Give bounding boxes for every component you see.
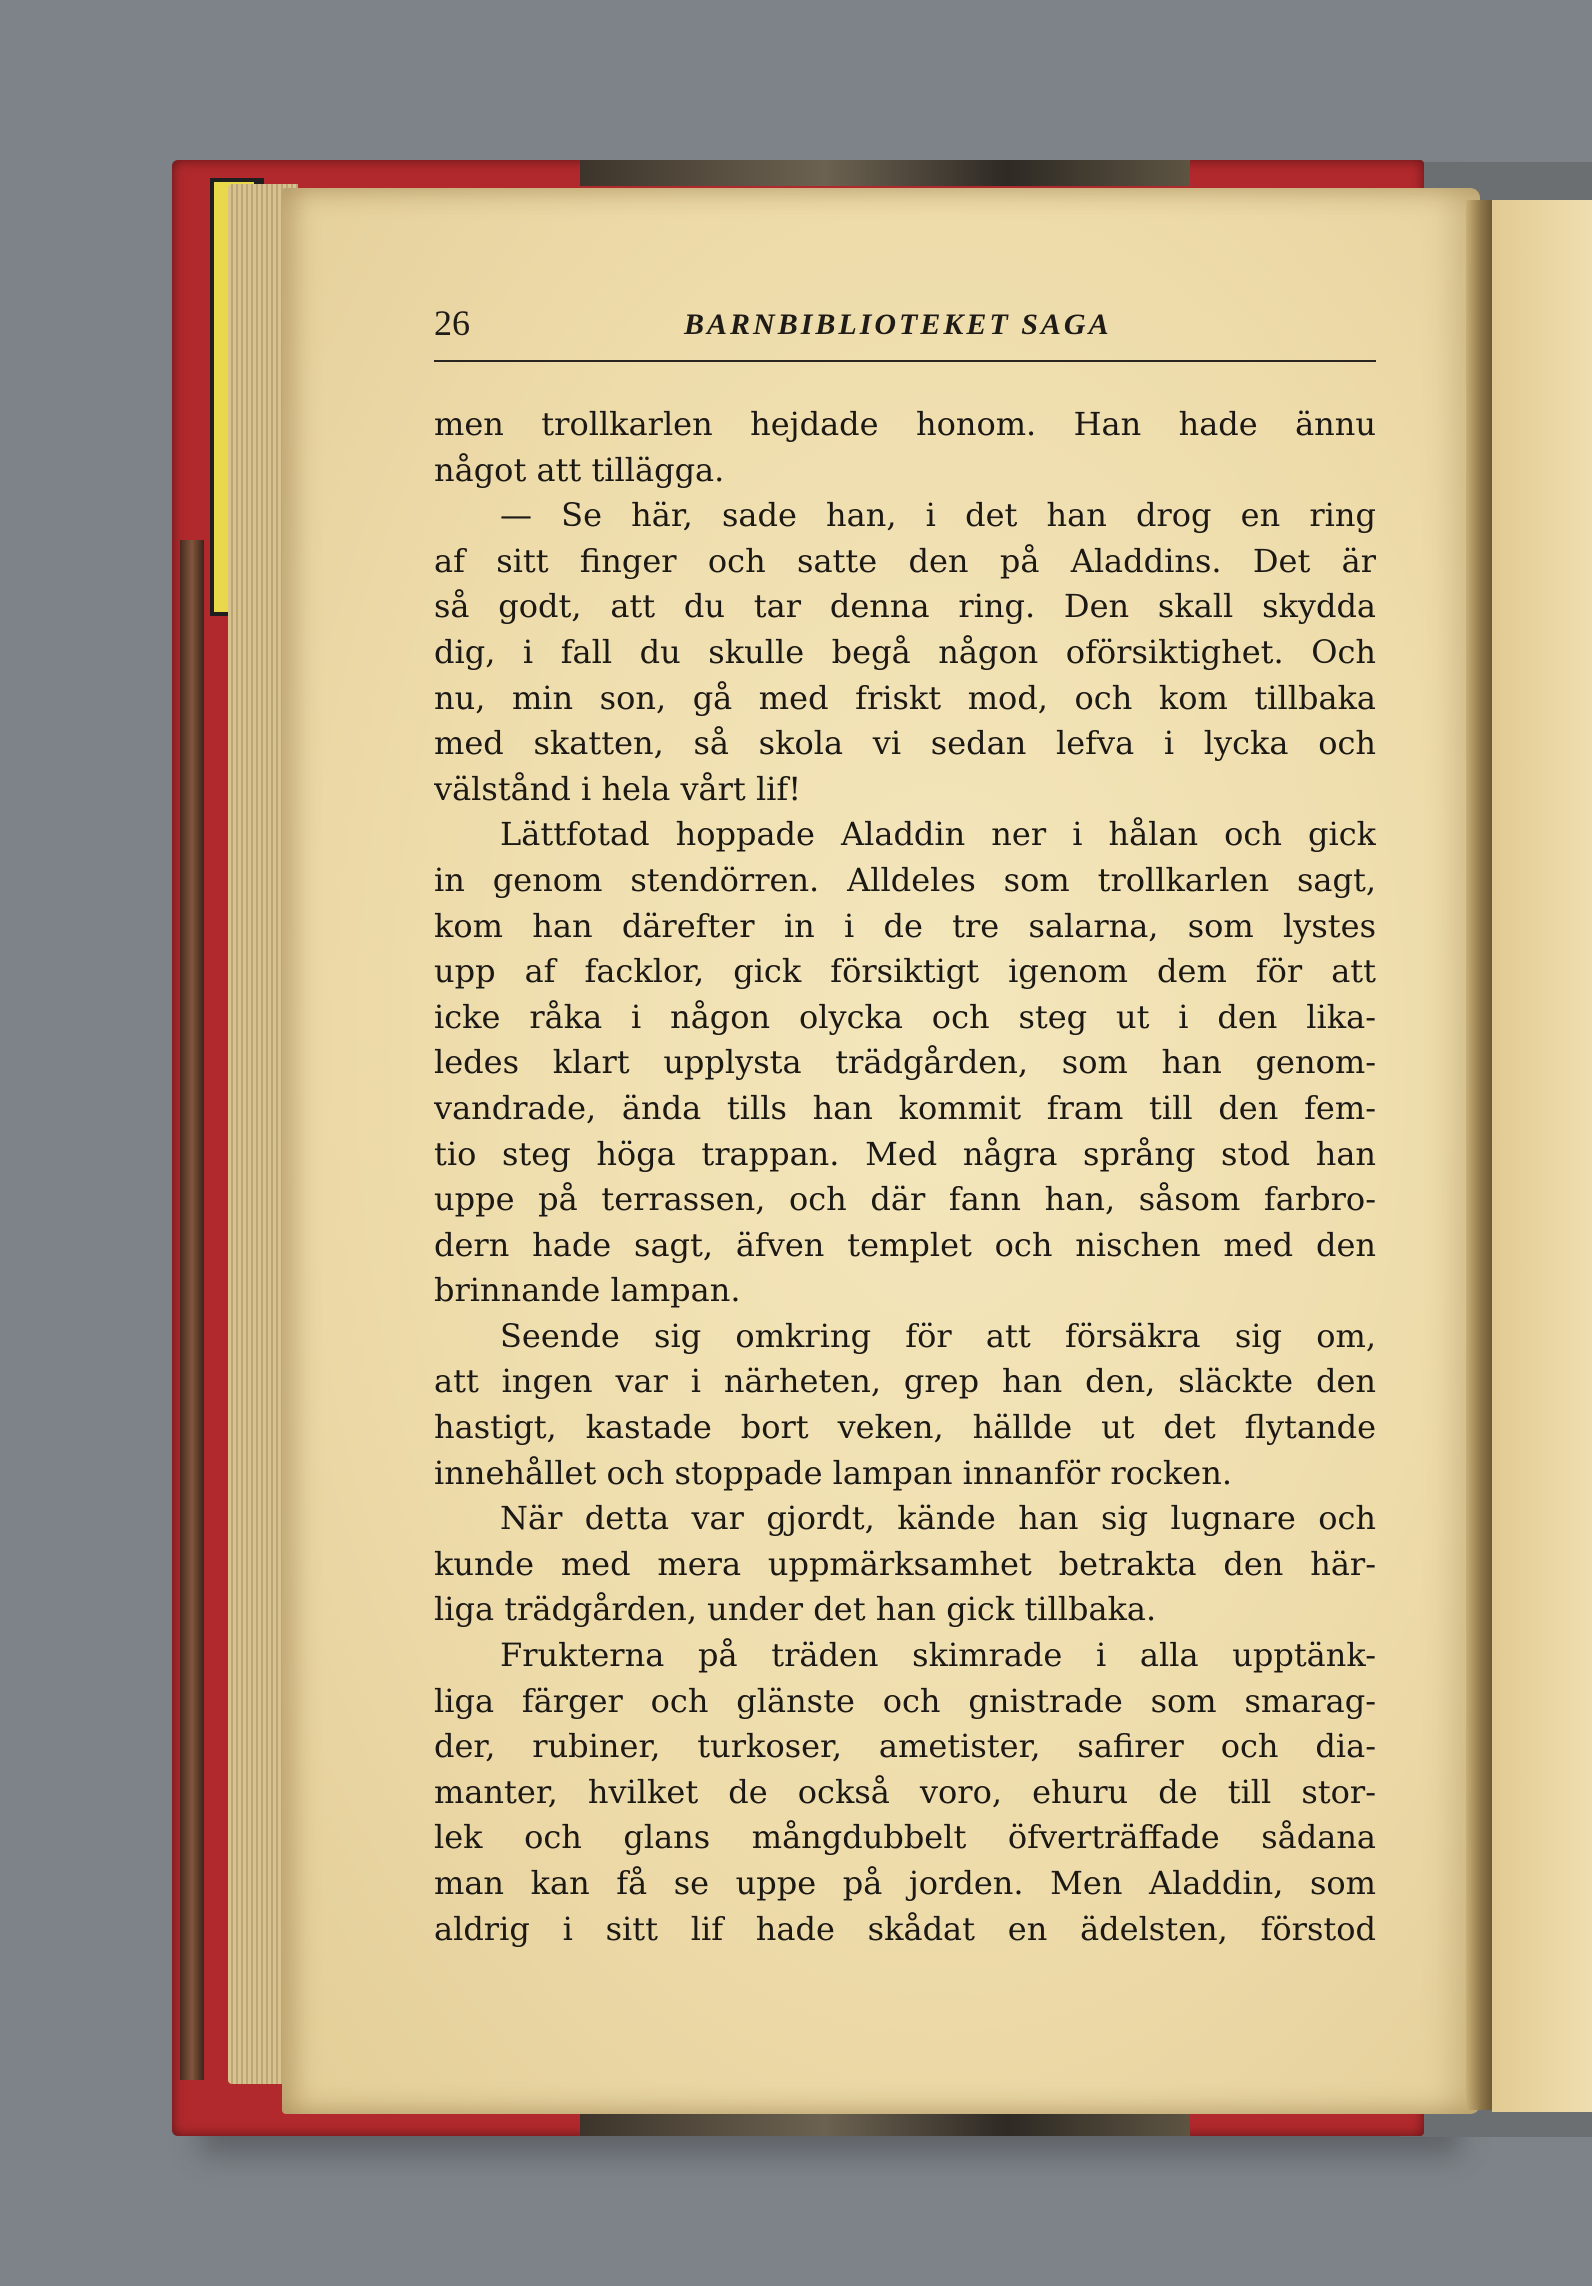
text-line: med skatten, så skola vi sedan lefva i lycka och	[434, 724, 1376, 763]
text-line: brinnande lampan.	[434, 1271, 741, 1310]
body-text	[434, 402, 1376, 1952]
text-line: ledes klart upplysta trädgården, som han genom-	[434, 1043, 1376, 1082]
text-line: nu, min son, gå med friskt mod, och kom tillbaka	[434, 678, 1376, 717]
book-edge	[180, 540, 204, 2080]
text-line: Seende sig omkring för att försäkra sig om,	[500, 1316, 1376, 1355]
text-line: vandrade, ända tills han kommit fram till den fem-	[434, 1088, 1376, 1127]
text-line: liga trädgården, under det han gick tillbaka.	[434, 1590, 1157, 1629]
running-title: BARNBIBLIOTEKET SAGA	[684, 308, 1112, 341]
text-line: der, rubiner, turkoser, ametister, safirer och dia-	[434, 1727, 1376, 1766]
facing-page-edge	[1492, 200, 1592, 2112]
page-header	[434, 300, 1376, 362]
text-line: aldrig i sitt lif hade skådat en ädelsten, förstod	[434, 1909, 1376, 1948]
text-line: upp af facklor, gick försiktigt igenom dem för att	[434, 952, 1376, 991]
text-line: att ingen var i närheten, grep han den, släckte den	[434, 1362, 1376, 1401]
text-line: manter, hvilket de också voro, ehuru de till stor-	[434, 1772, 1376, 1811]
text-line: men trollkarlen hejdade honom. Han hade ännu	[434, 405, 1376, 443]
text-line: välstånd i hela vårt lif!	[434, 769, 802, 808]
text-line: — Se här, sade han, i det han drog en ring	[500, 496, 1376, 535]
text-line: Lättfotad hoppade Aladdin ner i hålan och gick	[500, 815, 1376, 854]
page-gutter	[1466, 200, 1492, 2110]
text-line: man kan få se uppe på jorden. Men Aladdin, som	[434, 1864, 1376, 1902]
text-line: så godt, att du tar denna ring. Den skall skydda	[434, 587, 1376, 626]
text-line: kunde med mera uppmärksamhet betrakta den här-	[434, 1544, 1376, 1583]
text-line: hastigt, kastade bort veken, hällde ut det flytande	[434, 1408, 1376, 1447]
text-line: af sitt finger och satte den på Aladdins. Det är	[434, 541, 1376, 580]
text-line: innehållet och stoppade lampan innanför rocken.	[434, 1453, 1232, 1492]
text-line: lek och glans mångdubbelt öfverträffade sådana	[434, 1818, 1376, 1857]
text-line: Frukterna på träden skimrade i alla upptänk-	[500, 1636, 1376, 1675]
text-line: icke råka i någon olycka och steg ut i den lika-	[434, 997, 1376, 1036]
text-line: uppe på terrassen, och där fann han, såsom farbro-	[434, 1180, 1376, 1219]
text-line: dern hade sagt, äfven templet och nischen med den	[434, 1225, 1376, 1264]
text-line: tio steg höga trappan. Med några språng stod han	[434, 1134, 1376, 1173]
text-line: kom han därefter in i de tre salarna, som lystes	[434, 906, 1376, 945]
text-line: något att tillägga.	[434, 450, 725, 489]
page-number: 26	[434, 303, 470, 343]
bottom-binding-strip	[580, 2112, 1190, 2136]
top-binding-strip	[580, 160, 1190, 186]
text-line: dig, i fall du skulle begå någon oförsiktighet. Och	[434, 632, 1376, 671]
text-line: in genom stendörren. Alldeles som trollkarlen sagt,	[434, 860, 1376, 899]
text-line: När detta var gjordt, kände han sig lugnare och	[500, 1499, 1376, 1538]
text-line: liga färger och glänste och gnistrade som smarag-	[434, 1681, 1376, 1720]
